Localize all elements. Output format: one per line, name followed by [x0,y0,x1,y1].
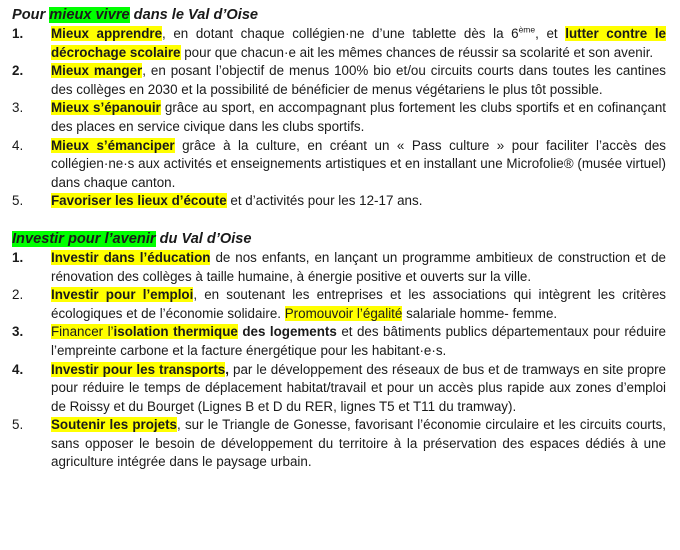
item-number: 1. [12,26,24,41]
list-item [12,361,666,417]
heading-suffix: dans le Val d’Oise [129,7,259,23]
item-number: 2. [12,63,24,79]
section-heading-mieux-vivre [12,6,666,25]
item-highlight: Investir pour les transports [51,361,226,377]
item-text: et d’activités pour les 12-17 ans. [226,193,423,209]
item-highlight: Investir dans l’éducation [51,249,211,265]
item-text: , sur le Triangle de Gonesse, favorisant l’économie circulaire et les circuits courts, sans opposer le besoin de développement du territoire à la préservation des espaces dédiés à une agriculture intégrée dans le paysage urbain. [51,417,666,470]
heading-prefix: Pour [12,7,50,23]
list-item [12,25,666,62]
item-number: 4. [12,137,24,153]
item-text: grâce au sport, en accompagnant plus fortement les clubs sportifs et en cofinançant des places en service civique dans les clubs sportifs. [51,100,667,134]
item-text: , en dotant chaque collégien·ne d’une tablette dès la 6 [162,26,519,41]
list-item [12,62,666,99]
item-highlight: Investir pour l’emploi [51,287,194,303]
item-number: 3. [12,324,24,340]
item-highlight-plain: Financer l’ [51,324,114,340]
section-heading-investir [12,230,666,249]
item-highlight: lutter contre le décrochage scolaire [51,26,666,60]
list-investir [12,249,666,472]
item-highlight: Soutenir les projets [51,417,178,433]
item-highlight: Mieux manger [51,63,143,79]
item-text: salariale homme- femme. [402,305,558,321]
heading-suffix: du Val d’Oise [155,230,252,247]
heading-highlight: Investir pour l’avenir [12,230,156,247]
item-text: de nos enfants, en lançant un programme ambitieux de construction et de rénovation des collèges à taille humaine, à énergie positive et ouverts sur la ville. [51,249,666,284]
superscript: ème [518,24,536,35]
item-highlight: Mieux s’émanciper [51,137,175,153]
item-number: 5. [12,193,24,209]
item-text: et des bâtiments publics départementaux pour réduire l’empreinte carbone et la facture énergétique pour les habitant·e·s. [51,324,666,358]
list-mieux-vivre [12,25,666,211]
item-highlight: Favoriser les lieux d’écoute [51,193,227,209]
list-item [12,286,666,323]
list-item [12,99,666,136]
item-text: par le développement des réseaux de bus et de tramways en site propre pour réduire le temps de déplacement habitat/travail et pour un accès plus rapide aux zones d’emploi de Roissy et du Bourget (Lignes B et D du RER, lignes T5 et T11 du tramway). [51,361,666,414]
item-text: , et [535,26,566,41]
item-number: 2. [12,287,24,303]
item-number: 1. [12,249,24,265]
item-bold-text: , [225,361,229,377]
item-highlight: Mieux apprendre [51,26,163,41]
item-number: 4. [12,361,24,377]
list-item [12,137,666,193]
item-text: , en soutenant les entreprises et les associations qui intègrent les critères écologiques et de l’économie solidaire. [51,287,666,321]
item-highlight: Mieux s’épanouir [51,100,161,116]
list-item [12,249,666,286]
item-highlight: isolation thermique [113,324,238,340]
list-item [12,416,666,472]
item-text: grâce à la culture, en créant un « Pass culture » pour faciliter l’accès des collégien·ne·s aux activités et enseignements artistiques et en installant une Microfolie® (musée virtuel) dans chaque canton. [51,137,666,190]
heading-highlight: mieux vivre [49,7,130,23]
list-item [12,192,666,211]
item-highlight-plain: Promouvoir l’égalité [284,305,403,321]
list-item [12,323,666,360]
item-bold-text: des logements [237,324,337,340]
item-number: 5. [12,417,24,433]
item-text: pour que chacun·e ait les mêmes chances de réussir sa scolarité et son avenir. [180,44,654,60]
item-number: 3. [12,100,24,116]
item-text: , en posant l’objectif de menus 100% bio et/ou circuits courts dans toutes les cantines des collèges en 2030 et la possibilité de bénéficier de menus végétariens le plus tôt possible. [51,63,666,97]
